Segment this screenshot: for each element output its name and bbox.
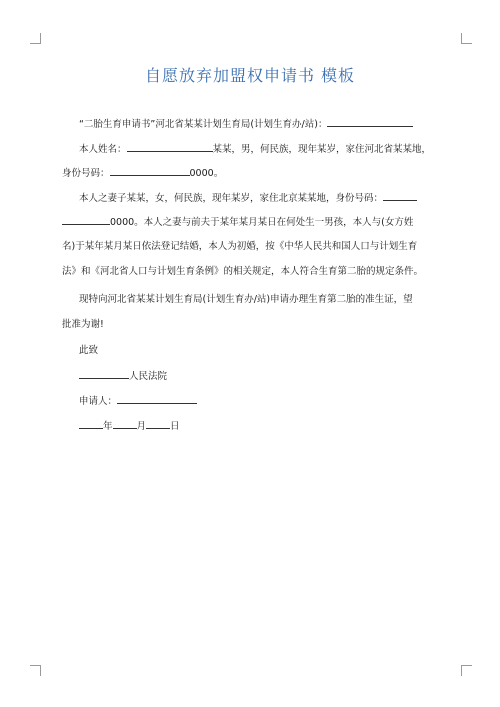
id-label: 身份号码： [62,168,110,179]
addressee-line [79,116,413,130]
request-text-2: 批准为谢! [62,319,104,330]
request-text-1: 现特向河北省某某计划生育局(计划生育办/站)申请办理生育第二胎的准生证，望 [79,294,413,305]
month-blank [113,418,137,429]
year-label: 年 [103,421,113,432]
spouse-info-text: 本人之妻子某某，女，何民族，现年某岁，家住北京某某地，身份号码： [79,193,384,204]
spouse-info-line-1 [79,190,417,204]
day-label: 日 [170,421,180,432]
court-line [79,368,167,382]
applicant-info-line-1 [79,141,431,155]
crop-mark-top-right [461,33,472,44]
name-blank [127,141,213,152]
addressee-blank [327,116,413,127]
id-blank [110,165,190,176]
applicant-info-text: 某某，男，何民族，现年某岁，家住河北省某某地， [212,144,432,155]
spouse-info-text-2: 0000。本人之妻与前夫于某年某月某日在何处生一男孩，本人与(女方姓 [110,217,414,228]
applicant-info-line-2 [62,165,223,179]
request-line-1 [79,291,413,305]
crop-mark-bottom-left [30,665,41,676]
spouse-id-blank-1 [383,190,417,201]
crop-mark-top-left [30,33,41,44]
applicant-label: 申请人： [79,396,118,407]
year-blank [79,418,103,429]
spouse-info-text-3: 名)于某年某月某日依法登记结婚，本人为初婚，按《中华人民共和国人口与计划生育 [62,241,418,252]
document-title: 自愿放弃加盟权申请书 模板 [144,66,356,85]
date-line [79,418,180,432]
court-label: 人民法院 [129,371,168,382]
spouse-info-line-4 [62,263,423,277]
day-blank [146,418,170,429]
applicant-line [79,393,197,407]
request-line-2 [62,316,104,330]
id-suffix: 0000。 [189,168,224,179]
name-label: 本人姓名： [79,144,127,155]
spouse-info-line-3 [62,238,417,252]
applicant-blank [117,393,197,404]
month-label: 月 [136,421,147,432]
spouse-info-text-4: 法》和《河北省人口与计划生育条例》的相关规定，本人符合生育第二胎的规定条件。 [62,266,424,277]
crop-mark-bottom-right [461,665,472,676]
closing: 此致 [79,345,99,356]
addressee-text: “二胎生育申请书”河北省某某计划生育局(计划生育办/站)： [79,119,328,130]
spouse-info-line-2 [62,214,413,228]
court-blank [79,368,129,379]
spouse-id-blank-2 [62,214,110,225]
